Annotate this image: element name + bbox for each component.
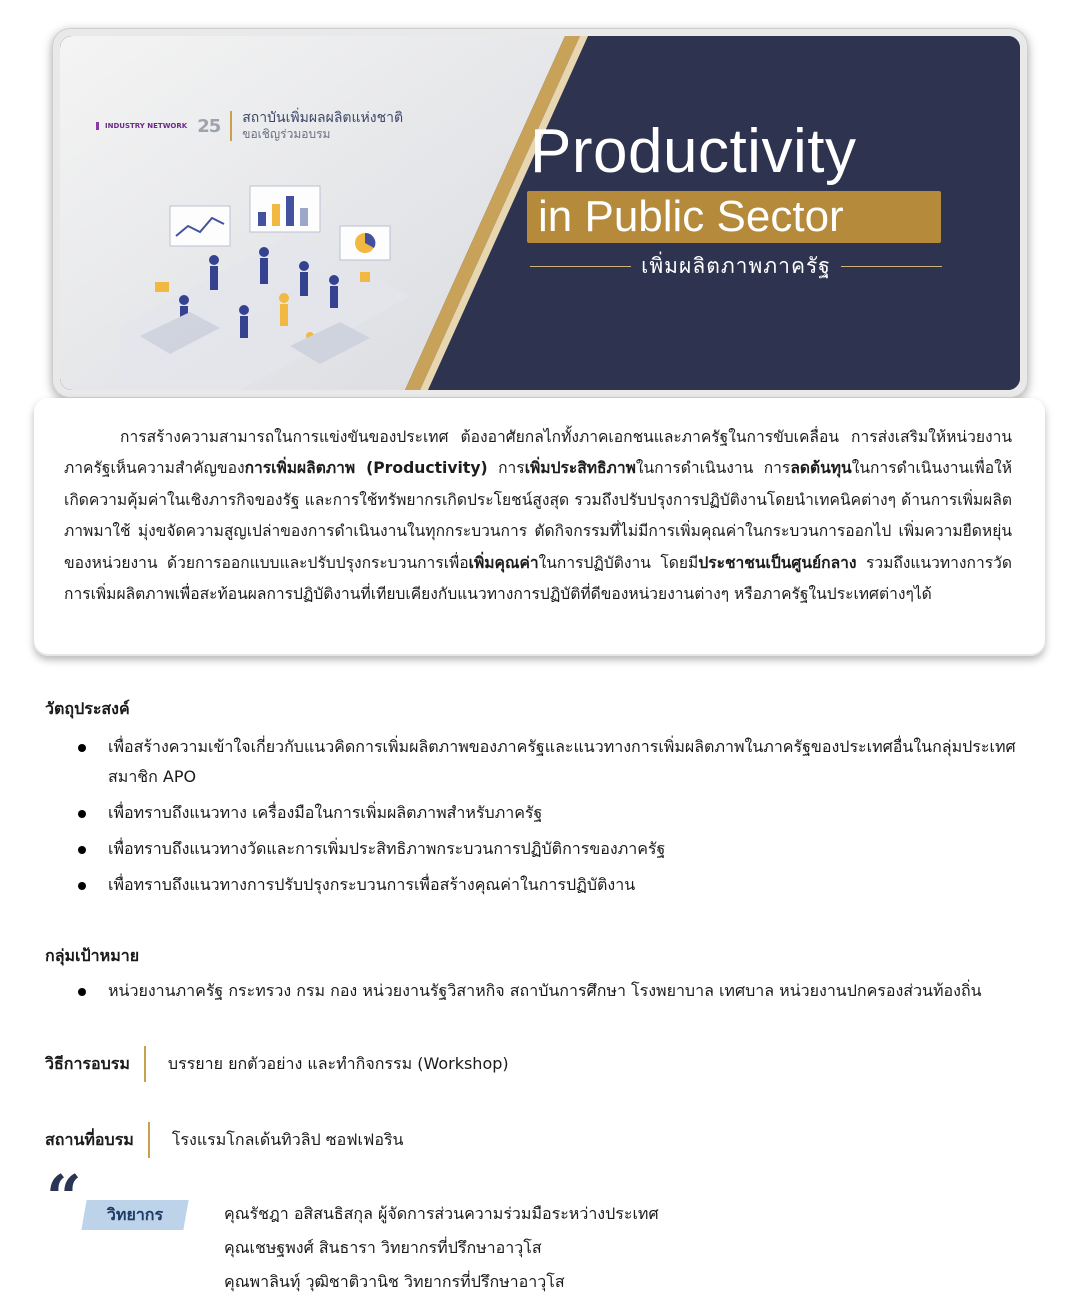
banner-title-productivity: Productivity — [530, 117, 857, 186]
speaker-label: วิทยากร — [106, 1205, 164, 1224]
venue-row — [45, 1122, 403, 1158]
org-text — [242, 110, 403, 142]
method-divider — [144, 1046, 146, 1082]
bullet-icon — [78, 846, 86, 854]
target-list — [78, 976, 1038, 1012]
bullet-icon — [78, 810, 86, 818]
banner-subtitle: เพิ่มผลิตภาพภาครัฐ — [641, 254, 831, 278]
speaker-name: คุณเชษฐพงศ์ สินธารา วิทยากรที่ปรึกษาอาวุโส — [224, 1238, 542, 1257]
intro-bold-cost: ลดต้นทุน — [790, 459, 852, 478]
industry-network-logo: INDUSTRY NETWORK — [96, 122, 187, 130]
speaker-list — [224, 1197, 659, 1299]
anniversary-number: 25 — [197, 115, 221, 137]
subtitle-line-right — [841, 266, 942, 267]
logo-row — [96, 110, 403, 142]
list-item — [78, 834, 1038, 864]
speaker-tag — [81, 1200, 188, 1230]
objective-text: เพื่อทราบถึงแนวทาง เครื่องมือในการเพิ่มผลิตภาพสำหรับภาครัฐ — [108, 803, 543, 822]
banner-title-public-sector: in Public Sector — [538, 192, 844, 241]
invite-text: ขอเชิญร่วมอบรม — [242, 127, 331, 141]
method-row — [45, 1046, 509, 1082]
list-item — [78, 976, 1038, 1006]
method-label: วิธีการอบรม — [45, 1053, 130, 1073]
intro-bold-efficiency: เพิ่มประสิทธิภาพ — [524, 459, 636, 478]
intro-paragraph — [64, 422, 1012, 610]
target-text: หน่วยงานภาครัฐ กระทรวง กรม กอง หน่วยงานรัฐวิสาหกิจ สถาบันการศึกษา โรงพยาบาล เทศบาล หน่วยงานปกครองส่วนท้องถิ่น — [108, 981, 982, 1000]
bullet-icon — [78, 882, 86, 890]
intro-text-6: รวมถึงแนวทางการวัดการเพิ่มผลิตภาพเพื่อสะท้อนผลการปฏิบัติงานที่เทียบเคียงกับแนวทางการปฏิบัติที่ดีของหน่วยงานต่างๆ หรือภาครัฐในประเทศต่างๆได้ — [64, 553, 1012, 604]
objectives-heading: วัตถุประสงค์ — [45, 699, 130, 718]
intro-text-1: การสร้างความสามารถในการแข่งขันของประเทศ ต้องอาศัยกลไกทั้งภาคเอกชนและภาครัฐในการขับเคลื่อน การส่งเสริมให้หน่วยงานภาครัฐเห็นความสำคัญของ — [64, 428, 1012, 478]
intro-bold-citizen: ประชาชนเป็นศูนย์กลาง — [698, 553, 857, 572]
list-item — [78, 798, 1038, 828]
intro-text-4: ในการดำเนินงานเพื่อให้เกิดความคุ้มค่าในเชิงภารกิจของรัฐ และการใช้ทรัพยากรเกิดประโยชน์สูงสุด รวมถึงปรับปรุงการปฏิบัติงานโดยนำเทคนิคต่างๆ ด้านการเพิ่มผลิตภาพมาใช้ มุ่งขจัดความสูญเปล่าของการดำเนินงานในทุกกระบวนการ ตัดกิจกรรมที่ไม่มีการเพิ่มคุณค่าในกระบวนการออกไป เพิ่มความยืดหยุ่นของหน่วยงาน ด้วยการออกแบบและปรับปรุงกระบวนการเพื่อ — [64, 459, 1013, 572]
venue-label: สถานที่อบรม — [45, 1129, 134, 1149]
speaker-name: คุณพาลินท์ุ วุฒิชาติวานิช วิทยากรที่ปรึกษาอาวุโส — [224, 1272, 565, 1291]
bullet-icon — [78, 988, 86, 996]
intro-text-3: ในการดำเนินงาน การ — [635, 459, 791, 478]
list-item — [78, 732, 1038, 792]
intro-text-2: การ — [487, 459, 525, 478]
intro-bold-productivity: การเพิ่มผลิตภาพ (Productivity) — [244, 459, 488, 478]
venue-value: โรงแรมโกลเด้นทิวลิป ซอฟเฟอริน — [171, 1129, 404, 1149]
venue-divider — [148, 1122, 150, 1158]
banner-subtitle-row — [530, 250, 942, 283]
org-name: สถาบันเพิ่มผลผลิตแห่งชาติ — [242, 110, 404, 126]
method-value: บรรยาย ยกตัวอย่าง และทำกิจกรรม (Workshop) — [167, 1053, 509, 1073]
list-item — [78, 870, 1038, 900]
logo-divider — [230, 111, 232, 141]
subtitle-line-left — [530, 266, 631, 267]
intro-text-5: ในการปฏิบัติงาน โดยมี — [538, 553, 699, 572]
intro-card — [34, 398, 1045, 656]
course-banner — [60, 36, 1020, 390]
objective-text: เพื่อสร้างความเข้าใจเกี่ยวกับแนวคิดการเพิ่มผลิตภาพของภาครัฐและแนวทางการเพิ่มผลิตภาพในภาครัฐของประเทศอื่นในกลุ่มประเทศสมาชิก APO — [108, 737, 1016, 786]
intro-bold-value: เพิ่มคุณค่า — [468, 553, 539, 572]
banner-frame — [52, 28, 1028, 398]
objectives-list — [78, 732, 1038, 906]
anniversary-logo — [197, 116, 220, 137]
objective-text: เพื่อทราบถึงแนวทางการปรับปรุงกระบวนการเพื่อสร้างคุณค่าในการปฏิบัติงาน — [108, 875, 636, 894]
objective-text: เพื่อทราบถึงแนวทางวัดและการเพิ่มประสิทธิภาพกระบวนการปฏิบัติการของภาครัฐ — [108, 839, 666, 858]
speaker-name: คุณรัชฎา อสิสนธิสกุล ผู้จัดการส่วนความร่วมมือระหว่างประเทศ — [224, 1204, 659, 1223]
bullet-icon — [78, 744, 86, 752]
quote-icon: “ — [46, 1161, 82, 1234]
target-heading: กลุ่มเป้าหมาย — [45, 946, 140, 965]
